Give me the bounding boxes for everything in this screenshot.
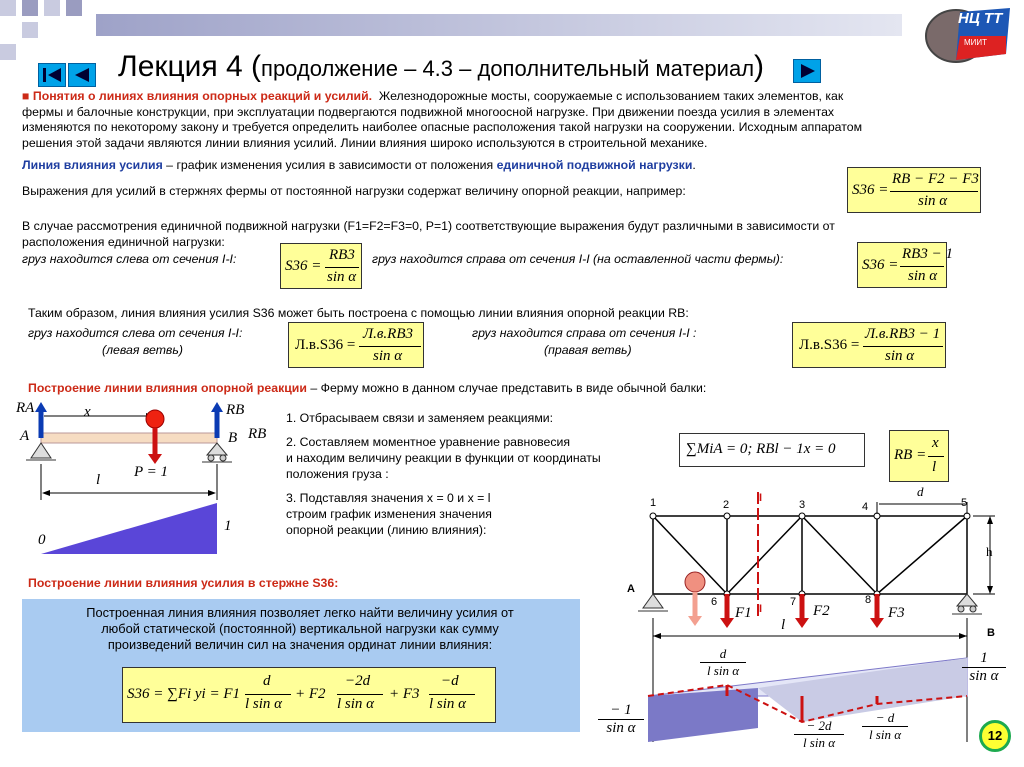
formula-lv-left: Л.в.S36 = Л.в.RB3 sin α <box>288 322 424 368</box>
node-8: 8 <box>865 594 872 606</box>
formula-s36-left: S36 = RB3 sin α <box>280 243 362 289</box>
logo-text: НЦ ТТ <box>958 10 1003 27</box>
beam-a-label: A <box>20 428 30 444</box>
case-left-text: груз находится слева от сечения I-I: <box>22 252 237 266</box>
summary-panel <box>22 599 580 732</box>
thus-left-branch: (левая ветвь) <box>102 343 183 357</box>
beam-one-label: 1 <box>224 518 232 534</box>
beam-rb2-label: RB <box>248 426 267 442</box>
page-number-badge: 12 <box>979 720 1011 752</box>
formula-s36-right: S36 = RB3 − 1 sin α <box>857 242 947 288</box>
nav-prev-icon <box>69 64 95 86</box>
truss-b-label: B <box>987 627 995 639</box>
deco-square <box>22 0 38 16</box>
nav-prev-button[interactable] <box>68 63 96 87</box>
force-f3-label: F3 <box>888 605 905 621</box>
step-3c: опорной реакции (линию влияния): <box>286 523 487 537</box>
nav-next-button[interactable] <box>793 59 821 83</box>
deco-square <box>22 22 38 38</box>
truss-d-label: d <box>917 484 924 499</box>
force-f1-label: F1 <box>735 605 752 621</box>
ordinate-minus-d: − d l sin α <box>862 710 908 743</box>
nav-first-button[interactable] <box>38 63 66 87</box>
node-1: 1 <box>650 497 657 509</box>
beam-b-label: B <box>228 430 238 446</box>
node-4: 4 <box>862 501 869 513</box>
nav-next-icon <box>794 60 820 82</box>
expression-text: Выражения для усилий в стержнях фермы от постоянной нагрузки содержат величину опорной реакции, например: <box>22 184 686 198</box>
node-2: 2 <box>723 499 730 511</box>
truss-a-label: A <box>627 583 635 595</box>
step-3b: строим график изменения значения <box>286 507 492 521</box>
beam-l-label: l <box>96 472 101 488</box>
formula-rb: RB = x l <box>889 430 949 482</box>
step-3a: 3. Подставляя значения x = 0 и x = l <box>286 491 491 505</box>
formula-sum: S36 = ∑Fi yi = F1 d l sin α + F2 −2d l sin α + F3 −d l sin α <box>122 667 496 723</box>
formula-s36-constant: S36 = RB − F2 − F3 sin α <box>847 167 981 213</box>
case-right-text: груз находится справа от сечения I-I (на оставленной части фермы): <box>372 252 784 266</box>
section-i-bottom: I <box>759 603 763 615</box>
step-2c: положения груза : <box>286 467 389 481</box>
section2-heading: Построение линии влияния усилия в стержне S36: <box>28 576 339 590</box>
formula-lv-right: Л.в.S36 = Л.в.RB3 − 1 sin α <box>792 322 946 368</box>
node-3: 3 <box>799 499 806 511</box>
section-i-top: I <box>759 492 763 504</box>
beam-zero-label: 0 <box>38 532 46 548</box>
summary-text: Построенная линия влияния позволяет легко найти величину усилия от любой статической (постоянной) вертикальной нагрузки как сумму произведений величин сил на значения ординат линии влияния: <box>86 605 514 652</box>
intro-paragraph: ■ Понятия о линиях влияния опорных реакций и усилий. Железнодорожные мосты, сооружаемые с использованием таких элементов, как фермы и балочные конструкции, при эксплуатации подвергаются подвижной многоосной нагрузке. При движении поезда усилия в элементах изменяются по некоторому закону и требуется определить наиболее опасные расположения такой нагрузки на сооружении. Исходным аппаратом решения этой задачи являются линии влияния усилий. Линии влияния широко используются в строительной механике. <box>22 89 863 150</box>
deco-square <box>66 0 82 16</box>
force-f2-label: F2 <box>813 603 830 619</box>
step-2b: и находим величину реакции в функции от координаты <box>286 451 601 465</box>
step-1: 1. Отбрасываем связи и заменяем реакциями: <box>286 411 554 425</box>
ordinate-d: d l sin α <box>700 646 746 679</box>
ordinate-minus-2d: − 2d l sin α <box>794 718 844 751</box>
header-bar <box>96 14 902 36</box>
deco-square <box>0 0 16 16</box>
thus-right: груз находится справа от сечения I-I : <box>472 326 697 340</box>
beam-ra-label: RA <box>16 400 35 416</box>
beam-p-label: P = 1 <box>134 464 169 480</box>
thus-left: груз находится слева от сечения I-I: <box>28 326 243 340</box>
truss-diagram <box>590 480 1010 750</box>
ordinate-one: 1 sin α <box>962 650 1006 685</box>
thus-right-branch: (правая ветвь) <box>544 343 632 357</box>
step-2a: 2. Составляем моментное уравнение равновесия <box>286 435 571 449</box>
definition-line: Линия влияния усилия – график изменения усилия в зависимости от положения единичной подвижной нагрузки. <box>22 158 696 172</box>
nav-first-icon <box>39 64 65 86</box>
section1-heading: Построение линии влияния опорной реакции – Ферму можно в данном случае представить в виде обычной балки: <box>28 381 707 395</box>
thus-text: Таким образом, линия влияния усилия S36 может быть построена с помощью линии влияния опорной реакции RB: <box>28 306 689 320</box>
logo-subtext: МИИТ <box>964 38 988 47</box>
formula-moment: ∑MiA = 0; RBl − 1x = 0 <box>679 433 865 467</box>
deco-square <box>44 0 60 16</box>
ordinate-minus-one: − 1 sin α <box>598 702 644 737</box>
node-5: 5 <box>961 497 968 509</box>
beam-rb-label: RB <box>226 402 245 418</box>
logo <box>920 2 1016 66</box>
case-line-1: В случае рассмотрения единичной подвижной нагрузки (F1=F2=F3=0, P=1) соответствующие выражения будут различными в зависимости от <box>22 219 835 233</box>
beam-x-label: x <box>84 404 91 420</box>
truss-l-label: l <box>781 617 786 633</box>
node-7: 7 <box>790 596 797 608</box>
deco-square <box>0 44 16 60</box>
node-6: 6 <box>711 596 718 608</box>
truss-h-label: h <box>986 544 993 559</box>
page-title: Лекция 4 (продолжение – 4.3 – дополнительный материал) <box>118 50 765 83</box>
case-line-2: расположения единичной нагрузки: <box>22 235 225 249</box>
